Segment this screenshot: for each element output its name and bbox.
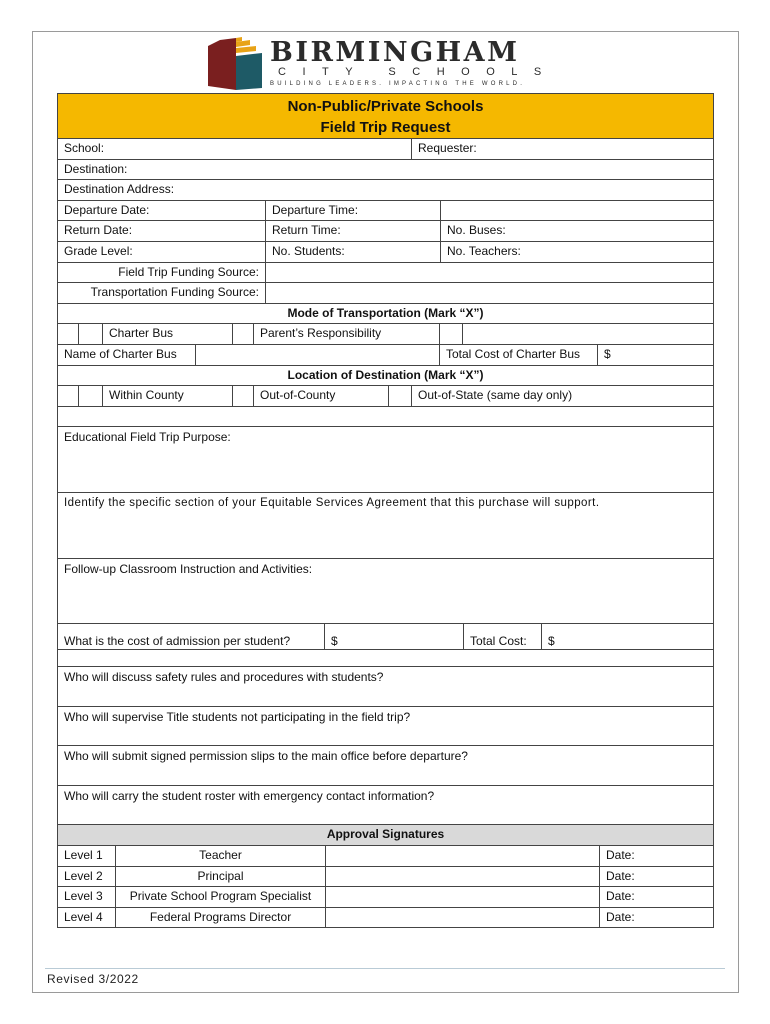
row-permission [57, 746, 714, 786]
out-of-county-label: Out-of-County [253, 386, 388, 406]
transport-funding-input[interactable] [265, 283, 713, 303]
approval-heading: Approval Signatures [326, 827, 445, 842]
admission-input[interactable]: $ [324, 624, 463, 649]
row-followup [57, 559, 714, 625]
form-title [57, 93, 714, 139]
approval-level: Level 2 [64, 868, 103, 883]
approval-signature[interactable] [325, 887, 599, 907]
approval-role: Teacher [115, 846, 325, 866]
row-school [57, 139, 714, 160]
departure-date-field[interactable]: Departure Date: [64, 202, 150, 217]
logo-name: BIRMINGHAM [270, 37, 520, 68]
row-admission [57, 624, 714, 650]
charter-name-label: Name of Charter Bus [64, 346, 177, 361]
approval-role: Principal [115, 867, 325, 887]
row-roster [57, 786, 714, 826]
row-esa [57, 493, 714, 559]
parents-checkbox[interactable] [232, 324, 253, 344]
approval-date[interactable]: Date: [599, 887, 713, 907]
return-time-field[interactable]: Return Time: [265, 221, 440, 241]
destination-address-field[interactable]: Destination Address: [64, 182, 175, 197]
district-logo [206, 36, 566, 90]
logo-subtitle: CITY SCHOOLS [278, 66, 558, 78]
row-spacer-1 [57, 407, 714, 428]
approval-level: Level 1 [64, 848, 103, 863]
field-trip-funding-label: Field Trip Funding Source: [118, 264, 259, 279]
row-destination-address [57, 180, 714, 201]
permission-field[interactable]: Who will submit signed permission slips to the main office before departure? [64, 749, 468, 764]
charter-bus-checkbox[interactable] [78, 324, 102, 344]
approval-date[interactable]: Date: [599, 867, 713, 887]
approval-signature[interactable] [325, 867, 599, 887]
school-field[interactable]: School: [64, 141, 105, 155]
esa-field[interactable]: Identify the specific section of your Equitable Services Agreement that this purchase will support. [64, 496, 600, 509]
destination-field[interactable]: Destination: [64, 161, 128, 176]
within-county-checkbox[interactable] [78, 386, 102, 406]
charter-cost-input[interactable]: $ [597, 345, 713, 365]
mode-spacer [58, 324, 78, 344]
mode-extra-checkbox[interactable] [439, 324, 462, 344]
footer-divider [45, 968, 725, 969]
row-charter-name [57, 345, 714, 366]
roster-field[interactable]: Who will carry the student roster with emergency contact information? [64, 788, 435, 803]
location-heading: Location of Destination (Mark “X”) [287, 367, 484, 382]
approval-date[interactable]: Date: [599, 908, 713, 928]
return-date-field[interactable]: Return Date: [64, 223, 133, 238]
field-trip-form [57, 93, 714, 928]
out-of-county-checkbox[interactable] [232, 386, 253, 406]
requester-field[interactable]: Requester: [411, 139, 713, 159]
approval-row [57, 867, 714, 888]
no-students-field[interactable]: No. Students: [265, 242, 440, 262]
approval-level: Level 3 [64, 889, 103, 904]
safety-field[interactable]: Who will discuss safety rules and procedures with students? [64, 670, 384, 685]
total-cost-label: Total Cost: [463, 624, 541, 649]
no-teachers-field[interactable]: No. Teachers: [440, 242, 713, 262]
approval-row [57, 908, 714, 929]
row-purpose [57, 427, 714, 493]
form-title-line1: Non-Public/Private Schools [287, 98, 484, 115]
purpose-field[interactable]: Educational Field Trip Purpose: [64, 430, 231, 445]
charter-cost-label: Total Cost of Charter Bus [439, 345, 597, 365]
row-mode-options [57, 324, 714, 345]
supervise-field[interactable]: Who will supervise Title students not participating in the field trip? [64, 709, 411, 724]
charter-bus-label: Charter Bus [102, 324, 232, 344]
row-mode-heading [57, 304, 714, 325]
approval-signature[interactable] [325, 846, 599, 866]
parents-label: Parent’s Responsibility [253, 324, 439, 344]
row-destination [57, 160, 714, 181]
row-safety [57, 667, 714, 707]
transport-funding-label: Transportation Funding Source: [90, 285, 259, 300]
grade-level-field[interactable]: Grade Level: [64, 243, 133, 258]
mode-heading: Mode of Transportation (Mark “X”) [287, 305, 484, 320]
departure-blank-field[interactable] [440, 201, 713, 221]
approval-row [57, 846, 714, 867]
admission-label: What is the cost of admission per student? [64, 634, 291, 649]
row-spacer-2 [57, 650, 714, 667]
total-cost-input[interactable]: $ [541, 624, 713, 649]
row-grade [57, 242, 714, 263]
row-return [57, 221, 714, 242]
departure-time-field[interactable]: Departure Time: [265, 201, 440, 221]
row-location-heading [57, 366, 714, 387]
followup-field[interactable]: Follow-up Classroom Instruction and Activities: [64, 561, 313, 576]
row-field-trip-funding [57, 263, 714, 284]
revision-note: Revised 3/2022 [47, 972, 139, 986]
approval-level: Level 4 [64, 909, 103, 924]
approval-role: Federal Programs Director [115, 908, 325, 928]
field-trip-funding-input[interactable] [265, 263, 713, 283]
out-of-state-label: Out-of-State (same day only) [411, 386, 713, 406]
mode-extra-label [462, 324, 713, 344]
within-county-label: Within County [102, 386, 232, 406]
out-of-state-checkbox[interactable] [388, 386, 411, 406]
row-transport-funding [57, 283, 714, 304]
approval-date[interactable]: Date: [599, 846, 713, 866]
approval-role: Private School Program Specialist [115, 887, 325, 907]
row-location-options [57, 386, 714, 407]
charter-name-input[interactable] [195, 345, 439, 365]
row-approval-heading [57, 825, 714, 846]
logo-mark-icon [206, 36, 262, 90]
approval-row [57, 887, 714, 908]
approval-signature[interactable] [325, 908, 599, 928]
row-supervise [57, 707, 714, 747]
row-departure [57, 201, 714, 222]
location-spacer [58, 386, 78, 406]
no-buses-field[interactable]: No. Buses: [440, 221, 713, 241]
form-title-line2: Field Trip Request [320, 119, 451, 136]
logo-tagline: BUILDING LEADERS. IMPACTING THE WORLD. [270, 81, 526, 87]
